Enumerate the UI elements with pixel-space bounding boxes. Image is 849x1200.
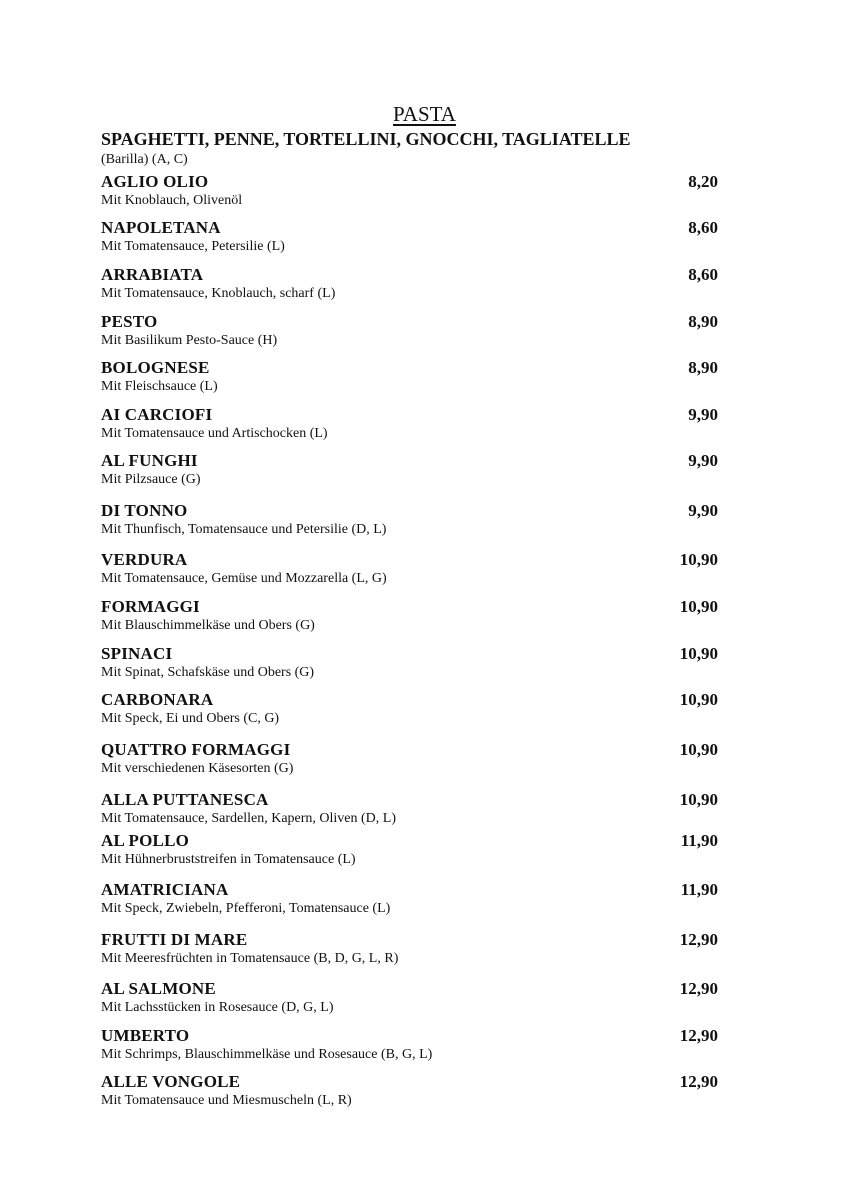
- item-price: 8,60: [688, 218, 718, 237]
- menu-item-alle-vongole: [101, 1071, 718, 1113]
- menu-item-pesto: [101, 311, 718, 353]
- item-name: FRUTTI DI MARE: [101, 930, 248, 949]
- item-name: ALLE VONGOLE: [101, 1072, 241, 1091]
- item-name: ARRABIATA: [101, 265, 204, 284]
- menu-item-alla-puttanesca: [101, 789, 718, 831]
- item-price: 12,90: [679, 979, 718, 998]
- item-description: Mit Basilikum Pesto-Sauce (H): [101, 333, 278, 348]
- item-description: Mit Tomatensauce und Miesmuscheln (L, R): [101, 1093, 352, 1108]
- item-price: 10,90: [679, 740, 718, 759]
- menu-item-carbonara: [101, 689, 718, 731]
- item-description: Mit Tomatensauce, Gemüse und Mozzarella (L, G): [101, 571, 387, 586]
- item-price: 8,60: [688, 265, 718, 284]
- item-description: Mit Lachsstücken in Rosesauce (D, G, L): [101, 1000, 334, 1015]
- category-header: SPAGHETTI, PENNE, TORTELLINI, GNOCCHI, TAGLIATELLE: [101, 129, 631, 149]
- menu-item-al-salmone: [101, 978, 718, 1020]
- item-name: UMBERTO: [101, 1026, 190, 1045]
- item-description: Mit Tomatensauce, Knoblauch, scharf (L): [101, 286, 336, 301]
- menu-item-bolognese: [101, 357, 718, 399]
- menu-item-al-pollo: [101, 830, 718, 872]
- menu-item-al-funghi: [101, 450, 718, 492]
- item-name: AL POLLO: [101, 831, 190, 850]
- item-description: Mit Speck, Ei und Obers (C, G): [101, 711, 280, 726]
- menu-item-spinaci: [101, 643, 718, 685]
- menu-item-verdura: [101, 549, 718, 591]
- item-name: FORMAGGI: [101, 597, 200, 616]
- item-price: 12,90: [679, 930, 718, 949]
- item-price: 10,90: [679, 550, 718, 569]
- item-name: CARBONARA: [101, 690, 214, 709]
- item-name: PESTO: [101, 312, 158, 331]
- category-note: (Barilla) (A, C): [101, 152, 188, 167]
- item-name: ALLA PUTTANESCA: [101, 790, 269, 809]
- menu-item-quattro-formaggi: [101, 739, 718, 781]
- item-description: Mit Tomatensauce, Sardellen, Kapern, Oliven (D, L): [101, 811, 397, 826]
- item-description: Mit Hühnerbruststreifen in Tomatensauce (L): [101, 852, 356, 867]
- item-price: 12,90: [679, 1026, 718, 1045]
- page-title-text: PASTA: [393, 102, 456, 126]
- item-description: Mit Pilzsauce (G): [101, 472, 201, 487]
- item-name: NAPOLETANA: [101, 218, 221, 237]
- item-price: 10,90: [679, 644, 718, 663]
- item-price: 10,90: [679, 690, 718, 709]
- item-name: AGLIO OLIO: [101, 172, 209, 191]
- item-description: Mit Blauschimmelkäse und Obers (G): [101, 618, 315, 633]
- item-name: DI TONNO: [101, 501, 188, 520]
- item-price: 9,90: [688, 501, 718, 520]
- item-price: 9,90: [688, 405, 718, 424]
- menu-item-ai-carciofi: [101, 404, 718, 446]
- item-price: 8,20: [688, 172, 718, 191]
- item-name: AL SALMONE: [101, 979, 216, 998]
- item-price: 8,90: [688, 312, 718, 331]
- menu-item-formaggi: [101, 596, 718, 638]
- item-description: Mit Fleischsauce (L): [101, 379, 218, 394]
- page-title: [0, 101, 849, 127]
- menu-item-di-tonno: [101, 500, 718, 542]
- item-price: 11,90: [680, 831, 718, 850]
- item-name: AMATRICIANA: [101, 880, 229, 899]
- menu-item-amatriciana: [101, 879, 718, 921]
- item-name: VERDURA: [101, 550, 188, 569]
- item-description: Mit verschiedenen Käsesorten (G): [101, 761, 294, 776]
- item-price: 10,90: [679, 790, 718, 809]
- item-description: Mit Tomatensauce und Artischocken (L): [101, 426, 328, 441]
- item-description: Mit Meeresfrüchten in Tomatensauce (B, D, G, L, R): [101, 951, 399, 966]
- item-name: AI CARCIOFI: [101, 405, 213, 424]
- item-description: Mit Thunfisch, Tomatensauce und Petersilie (D, L): [101, 522, 387, 537]
- menu-item-arrabiata: [101, 264, 718, 306]
- item-name: SPINACI: [101, 644, 173, 663]
- item-price: 9,90: [688, 451, 718, 470]
- item-description: Mit Schrimps, Blauschimmelkäse und Rosesauce (B, G, L): [101, 1047, 433, 1062]
- item-description: Mit Spinat, Schafskäse und Obers (G): [101, 665, 315, 680]
- item-description: Mit Tomatensauce, Petersilie (L): [101, 239, 285, 254]
- menu-item-aglio-olio: [101, 171, 718, 213]
- item-price: 11,90: [680, 880, 718, 899]
- menu-item-umberto: [101, 1025, 718, 1067]
- item-name: AL FUNGHI: [101, 451, 198, 470]
- item-description: Mit Knoblauch, Olivenöl: [101, 193, 243, 208]
- menu-item-frutti-di-mare: [101, 929, 718, 971]
- menu-item-napoletana: [101, 217, 718, 259]
- item-price: 12,90: [679, 1072, 718, 1091]
- item-name: BOLOGNESE: [101, 358, 210, 377]
- item-price: 8,90: [688, 358, 718, 377]
- item-name: QUATTRO FORMAGGI: [101, 740, 291, 759]
- item-price: 10,90: [679, 597, 718, 616]
- item-description: Mit Speck, Zwiebeln, Pfefferoni, Tomatensauce (L): [101, 901, 391, 916]
